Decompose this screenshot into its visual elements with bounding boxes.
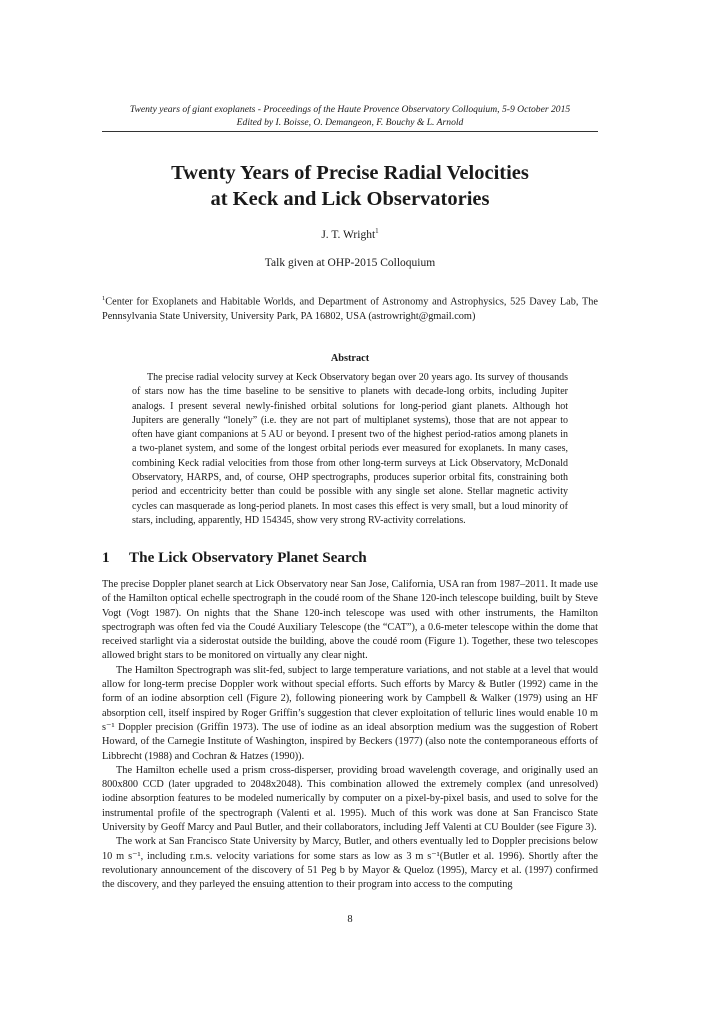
paragraph: The work at San Francisco State University by Marcy, Butler, and others eventually led to Doppler precisions below 10 m s⁻¹, including r.m.s. velocity variations for some stars as low as 3 m s⁻¹(Butler et al. 1996). Shortly after the revolutionary announcement of the discovery of 51 Peg b by Mayor & Queloz (1995), Marcy et al. (1997) confirmed the discovery, and they parleyed the ensuing attention to their program into access to the computing: [102, 836, 598, 891]
paragraph: The precise Doppler planet search at Lick Observatory near San Jose, California, USA ran from 1987–2011. It made use of the Hamilton optical echelle spectrograph in the coudé room of the Shane 120-inch telescope building, built by Steve Vogt (Vogt 1987). On nights that the Shane 120-inch telescope was used with other instruments, the Hamilton spectrograph was often fed via the Coudé Auxiliary Telescope (the “CAT”), a 0.6-meter telescope within the dome that received starlight via a siderostat outside the building, above the coudé room (Figure 1). Together, these two telescopes allowed bright stars to be monitored on virtually any clear night.: [102, 579, 598, 662]
talk-note: Talk given at OHP-2015 Colloquium: [264, 257, 436, 269]
paper-title: [102, 160, 598, 212]
running-head-line1: Twenty years of giant exoplanets - Proceedings of the Haute Provence Observatory Colloquium, 5-9 October 2015: [129, 104, 571, 115]
section-number: 1: [102, 549, 110, 566]
paragraph: The Hamilton Spectrograph was slit-fed, subject to large temperature variations, and not stable at a level that would allow for long-term precise Doppler work without special efforts. Such efforts by Marcy & Butler (1992) came in the form of an iodine absorption cell (Figure 2), following pioneering work by Campbell & Walker (1979) using an HF absorption cell, itself inspired by Roger Griffin’s suggestion that clever exploitation of telluric lines would enable 10 m s⁻¹ Doppler precision (Griffin 1973). The use of iodine as an ideal absorption medium was the suggestion of Robert Howard, of the Carnegie Institute of Washington, inspired by Beckers (1977) (also note the contemporaneous efforts of Libbrecht (1988) and Cochran & Hatzes (1990)).: [102, 664, 598, 762]
author: [102, 227, 598, 241]
title-line1: Twenty Years of Precise Radial Velocities: [171, 162, 529, 184]
affiliation-text: Center for Exoplanets and Habitable Worlds, and Department of Astronomy and Astrophysics, 525 Davey Lab, The Pennsylvania State University, University Park, PA 16802, USA (astrowright@gmail.com): [102, 296, 598, 322]
paragraph: The Hamilton echelle used a prism cross-disperser, providing broad wavelength coverage, and originally used an 800x800 CCD (later upgraded to 2048x2048). This combination allowed the extremely complex (and unresolved) iodine absorption features to be modeled numerically by computer on a pixel-by-pixel basis, and used to solve for the instrumental profile of the spectrograph (Valenti et al. 1995). Much of this work was done at San Francisco State University by Geoff Marcy and Paul Butler, and their collaborators, including Jeff Valenti at CU Boulder (see Figure 3).: [102, 764, 598, 834]
running-head: [102, 103, 598, 129]
abstract-text: The precise radial velocity survey at Keck Observatory began over 20 years ago. Its survey of thousands of stars now has the time baseline to be sensitive to planets with decade-long orbits, including Jupiter analogs. I present several newly-finished orbital solutions for long-period giant planets. Although hot Jupiters are generally “lonely” (i.e. they are not part of multiplanet systems), those that are not appear to often have giant companions at 5 AU or beyond. I present two of the highest period-ratios among planets in a two-planet system, and some of the longest orbital periods ever measured for exoplanets. In many cases, combining Keck radial velocities from those from other long-term surveys at Lick Observatory, McDonald Observatory, HARPS, and, of course, OHP spectrographs, produces superior orbital fits, constraining both period and eccentricity better than could be possible with any single set alone. Stellar magnetic activity cycles can masquerade as long-period planets. In most cases this effect is very small, but a loud minority of stars, including, apparently, HD 154345, show very strong RV-activity correlations.: [132, 372, 568, 526]
running-head-line2: Edited by I. Boisse, O. Demangeon, F. Bouchy & L. Arnold: [236, 117, 464, 128]
page-number: 8: [347, 914, 353, 925]
author-name: J. T. Wright: [321, 228, 376, 241]
section-title: The Lick Observatory Planet Search: [129, 549, 367, 566]
title-line2: at Keck and Lick Observatories: [210, 188, 490, 210]
section-body: [102, 578, 598, 893]
author-affiliation-marker: 1: [375, 227, 379, 235]
affiliation-marker: 1: [102, 295, 106, 302]
abstract-heading: Abstract: [330, 353, 370, 364]
header-rule: [102, 131, 598, 132]
affiliation: [102, 292, 598, 324]
section-heading: [102, 549, 598, 567]
